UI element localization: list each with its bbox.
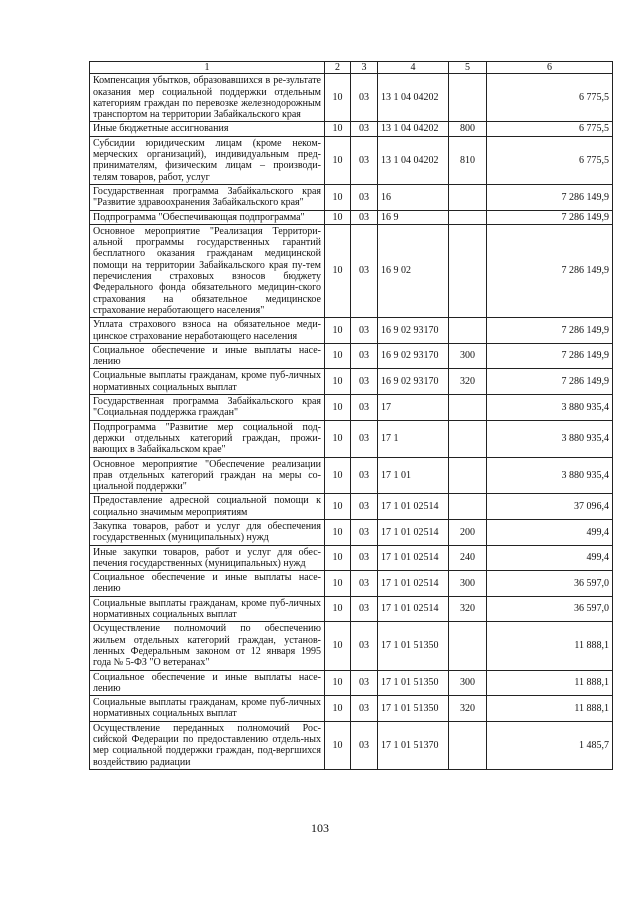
subsection-code-cell: 03 <box>351 696 378 722</box>
amount-cell: 36 597,0 <box>487 571 613 597</box>
row-name-cell: Иные бюджетные ассигнования <box>90 122 325 136</box>
amount-cell: 37 096,4 <box>487 494 613 520</box>
target-article-cell: 17 1 01 51350 <box>378 670 449 696</box>
section-code-cell: 10 <box>325 369 351 395</box>
subsection-code-cell: 03 <box>351 224 378 317</box>
table-row <box>90 369 613 395</box>
subsection-code-cell: 03 <box>351 74 378 122</box>
target-article-cell: 16 9 <box>378 210 449 224</box>
subsection-code-cell: 03 <box>351 670 378 696</box>
column-header: 5 <box>449 62 487 74</box>
table-row <box>90 122 613 136</box>
subsection-code-cell: 03 <box>351 343 378 369</box>
table-row <box>90 670 613 696</box>
row-name-cell: Уплата страхового взноса на обязательное меди-цинское страхование неработающего населения <box>90 318 325 344</box>
section-code-cell: 10 <box>325 622 351 670</box>
target-article-cell: 17 1 01 51370 <box>378 721 449 769</box>
amount-cell: 3 880 935,4 <box>487 395 613 421</box>
row-name-cell: Основное мероприятие "Обеспечение реализации прав отдельных категорий граждан на меры со-циальной поддержки" <box>90 457 325 494</box>
table-row <box>90 136 613 184</box>
table-row <box>90 545 613 571</box>
amount-cell: 6 775,5 <box>487 122 613 136</box>
target-article-cell: 17 1 <box>378 420 449 457</box>
target-article-cell: 17 1 01 02514 <box>378 545 449 571</box>
section-code-cell: 10 <box>325 224 351 317</box>
expense-type-cell: 200 <box>449 519 487 545</box>
target-article-cell: 16 9 02 93170 <box>378 343 449 369</box>
subsection-code-cell: 03 <box>351 318 378 344</box>
row-name-cell: Субсидии юридическим лицам (кроме неком-мерческих организаций), индивидуальным пред-принимателям, физическим лицам – производи-телям товаров, работ, услуг <box>90 136 325 184</box>
target-article-cell: 17 1 01 02514 <box>378 494 449 520</box>
subsection-code-cell: 03 <box>351 571 378 597</box>
amount-cell: 7 286 149,9 <box>487 369 613 395</box>
subsection-code-cell: 03 <box>351 457 378 494</box>
expense-type-cell: 810 <box>449 136 487 184</box>
section-code-cell: 10 <box>325 457 351 494</box>
target-article-cell: 17 1 01 02514 <box>378 519 449 545</box>
section-code-cell: 10 <box>325 596 351 622</box>
expense-type-cell: 300 <box>449 571 487 597</box>
table-body <box>90 74 613 770</box>
target-article-cell: 16 9 02 <box>378 224 449 317</box>
expense-type-cell <box>449 318 487 344</box>
subsection-code-cell: 03 <box>351 136 378 184</box>
budget-table <box>89 61 613 770</box>
target-article-cell: 17 1 01 51350 <box>378 696 449 722</box>
table-row <box>90 457 613 494</box>
amount-cell: 499,4 <box>487 519 613 545</box>
expense-type-cell <box>449 420 487 457</box>
section-code-cell: 10 <box>325 721 351 769</box>
section-code-cell: 10 <box>325 122 351 136</box>
subsection-code-cell: 03 <box>351 184 378 210</box>
expense-type-cell: 300 <box>449 343 487 369</box>
amount-cell: 11 888,1 <box>487 670 613 696</box>
expense-type-cell <box>449 721 487 769</box>
subsection-code-cell: 03 <box>351 596 378 622</box>
row-name-cell: Социальное обеспечение и иные выплаты насе-лению <box>90 343 325 369</box>
subsection-code-cell: 03 <box>351 369 378 395</box>
subsection-code-cell: 03 <box>351 622 378 670</box>
target-article-cell: 13 1 04 04202 <box>378 122 449 136</box>
expense-type-cell <box>449 395 487 421</box>
expense-type-cell: 320 <box>449 596 487 622</box>
table-row <box>90 395 613 421</box>
table-row <box>90 420 613 457</box>
row-name-cell: Подпрограмма "Обеспечивающая подпрограмма" <box>90 210 325 224</box>
target-article-cell: 17 1 01 02514 <box>378 571 449 597</box>
row-name-cell: Предоставление адресной социальной помощи к социально значимым мероприятиям <box>90 494 325 520</box>
column-header: 1 <box>90 62 325 74</box>
expense-type-cell: 240 <box>449 545 487 571</box>
row-name-cell: Иные закупки товаров, работ и услуг для обес-печения государственных (муниципальных) нужд <box>90 545 325 571</box>
expense-type-cell: 800 <box>449 122 487 136</box>
column-header: 2 <box>325 62 351 74</box>
subsection-code-cell: 03 <box>351 494 378 520</box>
row-name-cell: Социальное обеспечение и иные выплаты насе-лению <box>90 571 325 597</box>
amount-cell: 7 286 149,9 <box>487 318 613 344</box>
table-row <box>90 210 613 224</box>
section-code-cell: 10 <box>325 210 351 224</box>
column-header: 6 <box>487 62 613 74</box>
amount-cell: 7 286 149,9 <box>487 343 613 369</box>
target-article-cell: 16 9 02 93170 <box>378 369 449 395</box>
section-code-cell: 10 <box>325 343 351 369</box>
amount-cell: 7 286 149,9 <box>487 210 613 224</box>
section-code-cell: 10 <box>325 318 351 344</box>
expense-type-cell: 300 <box>449 670 487 696</box>
expense-type-cell <box>449 457 487 494</box>
page-number: 103 <box>311 821 329 835</box>
amount-cell: 499,4 <box>487 545 613 571</box>
amount-cell: 1 485,7 <box>487 721 613 769</box>
row-name-cell: Закупка товаров, работ и услуг для обеспечения государственных (муниципальных) нужд <box>90 519 325 545</box>
section-code-cell: 10 <box>325 519 351 545</box>
target-article-cell: 13 1 04 04202 <box>378 74 449 122</box>
table-row <box>90 596 613 622</box>
target-article-cell: 17 1 01 <box>378 457 449 494</box>
column-header: 4 <box>378 62 449 74</box>
subsection-code-cell: 03 <box>351 210 378 224</box>
target-article-cell: 17 <box>378 395 449 421</box>
section-code-cell: 10 <box>325 545 351 571</box>
amount-cell: 3 880 935,4 <box>487 420 613 457</box>
column-header: 3 <box>351 62 378 74</box>
row-name-cell: Социальные выплаты гражданам, кроме пуб-личных нормативных социальных выплат <box>90 696 325 722</box>
expense-type-cell <box>449 74 487 122</box>
section-code-cell: 10 <box>325 494 351 520</box>
table-row <box>90 721 613 769</box>
table-row <box>90 519 613 545</box>
expense-type-cell <box>449 224 487 317</box>
row-name-cell: Основное мероприятие "Реализация Территори-альной программы государственных гарантий бесплатного оказания гражданам медицинской помощи на территории Забайкальского края пу-тем перечисления страховых взносов бюджету Федерального фонда обязательного медицин-ского страхования на обязательное медицинское страхование неработающего населения" <box>90 224 325 317</box>
target-article-cell: 17 1 01 51350 <box>378 622 449 670</box>
subsection-code-cell: 03 <box>351 545 378 571</box>
target-article-cell: 16 <box>378 184 449 210</box>
row-name-cell: Осуществление переданных полномочий Рос-сийской Федерации по предоставлению отдель-ных мер социальной поддержки граждан, под-вергшихся воздействию радиации <box>90 721 325 769</box>
amount-cell: 6 775,5 <box>487 74 613 122</box>
amount-cell: 7 286 149,9 <box>487 184 613 210</box>
section-code-cell: 10 <box>325 136 351 184</box>
expense-type-cell: 320 <box>449 696 487 722</box>
row-name-cell: Социальные выплаты гражданам, кроме пуб-личных нормативных социальных выплат <box>90 596 325 622</box>
section-code-cell: 10 <box>325 571 351 597</box>
subsection-code-cell: 03 <box>351 395 378 421</box>
subsection-code-cell: 03 <box>351 122 378 136</box>
row-name-cell: Государственная программа Забайкальского края "Социальная поддержка граждан" <box>90 395 325 421</box>
table-row <box>90 74 613 122</box>
row-name-cell: Социальные выплаты гражданам, кроме пуб-личных нормативных социальных выплат <box>90 369 325 395</box>
expense-type-cell <box>449 184 487 210</box>
row-name-cell: Государственная программа Забайкальского края "Развитие здравоохранения Забайкальского края" <box>90 184 325 210</box>
table-row <box>90 343 613 369</box>
table-row <box>90 622 613 670</box>
table-row <box>90 571 613 597</box>
subsection-code-cell: 03 <box>351 519 378 545</box>
amount-cell: 7 286 149,9 <box>487 224 613 317</box>
table-row <box>90 224 613 317</box>
table-row <box>90 184 613 210</box>
row-name-cell: Социальное обеспечение и иные выплаты насе-лению <box>90 670 325 696</box>
section-code-cell: 10 <box>325 670 351 696</box>
target-article-cell: 13 1 04 04202 <box>378 136 449 184</box>
header-row <box>90 62 613 74</box>
subsection-code-cell: 03 <box>351 420 378 457</box>
amount-cell: 36 597,0 <box>487 596 613 622</box>
amount-cell: 6 775,5 <box>487 136 613 184</box>
section-code-cell: 10 <box>325 420 351 457</box>
table-row <box>90 494 613 520</box>
expense-type-cell <box>449 622 487 670</box>
section-code-cell: 10 <box>325 696 351 722</box>
table-row <box>90 318 613 344</box>
expense-type-cell <box>449 210 487 224</box>
amount-cell: 11 888,1 <box>487 696 613 722</box>
expense-type-cell <box>449 494 487 520</box>
expense-type-cell: 320 <box>449 369 487 395</box>
subsection-code-cell: 03 <box>351 721 378 769</box>
section-code-cell: 10 <box>325 74 351 122</box>
amount-cell: 3 880 935,4 <box>487 457 613 494</box>
section-code-cell: 10 <box>325 184 351 210</box>
target-article-cell: 17 1 01 02514 <box>378 596 449 622</box>
amount-cell: 11 888,1 <box>487 622 613 670</box>
row-name-cell: Осуществление полномочий по обеспечению жильем отдельных категорий граждан, установ-ленных Федеральным законом от 12 января 1995 года № 5-ФЗ "О ветеранах" <box>90 622 325 670</box>
table-row <box>90 696 613 722</box>
section-code-cell: 10 <box>325 395 351 421</box>
row-name-cell: Подпрограмма "Развитие мер социальной под-держки отдельных категорий граждан, прожи-вающих в Забайкальском крае" <box>90 420 325 457</box>
row-name-cell: Компенсация убытков, образовавшихся в ре-зультате оказания мер социальной поддержки отдельным категориям граждан по перевозке железнодорожным транспортом на территории Забайкальского края <box>90 74 325 122</box>
target-article-cell: 16 9 02 93170 <box>378 318 449 344</box>
